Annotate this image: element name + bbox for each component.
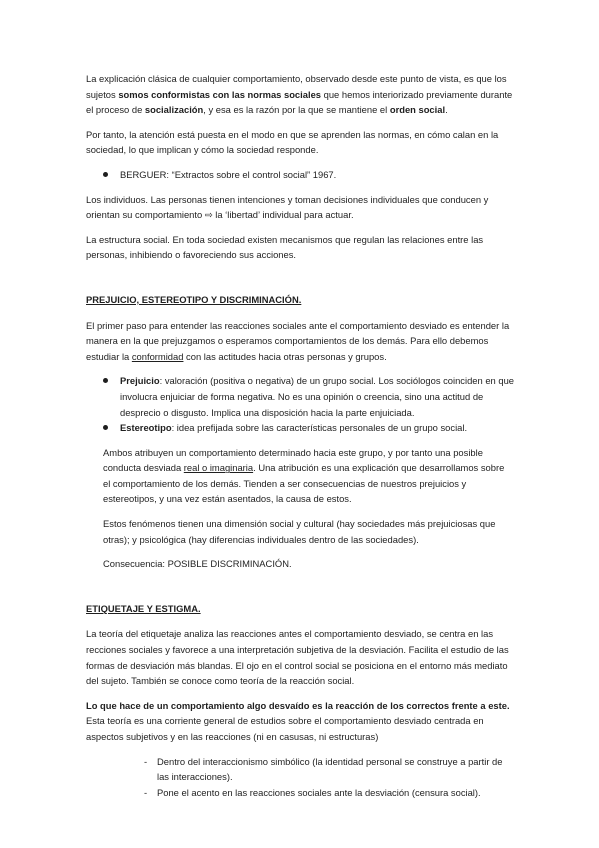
paragraph-reaction: Lo que hace de un comportamiento algo desvaído es la reacción de los correctos frente a este. Esta teoría es una corriente general de estudios sobre el comportamiento desviado centrada en aspectos subjetivos y en las reacciones (ni en casusas, ni estructuras) xyxy=(86,699,510,742)
bullet-list-definitions xyxy=(86,373,514,435)
bold-conformists: somos conformistas con las normas sociales xyxy=(118,88,321,100)
document-page xyxy=(86,71,514,800)
list-item: Prejuicio: valoración (positiva o negativa) de un grupo social. Los sociólogos coinciden en que involucra enjuiciar de forma negativa. No es una opinión o creencia, sino una actitud de desprecio o disgusto. Implica una disposición hacia la parte enjuiciada. xyxy=(103,373,514,420)
list-item: BERGUER: “Extractos sobre el control social” 1967. xyxy=(103,167,514,183)
section-heading-labeling: ETIQUETAJE Y ESTIGMA. xyxy=(86,602,201,614)
bold-reaction: Lo que hace de un comportamiento algo desvaído es la reacción de los correctos frente a este. xyxy=(86,699,510,711)
paragraph-consequence: Consecuencia: POSIBLE DISCRIMINACIÓN. xyxy=(103,558,292,570)
dash-list xyxy=(86,754,514,801)
dash-icon: - xyxy=(144,755,148,767)
paragraph-attention: Por tanto, la atención está puesta en el modo en que se aprenden las normas, en cómo calan en la sociedad, lo que implican y cómo la sociedad responde. xyxy=(86,128,499,156)
list-item: Estereotipo: idea prefijada sobre las características personales de un grupo social. xyxy=(103,420,514,436)
bullet-list-berguer xyxy=(86,167,514,183)
dash-icon: - xyxy=(144,786,148,798)
section-heading-prejudice: PREJUICIO, ESTEREOTIPO Y DISCRIMINACIÓN. xyxy=(86,293,302,305)
paragraph-individuals: Los individuos. Las personas tienen intenciones y toman decisiones individuales que conducen y orientan su comportamiento ⇨ la ‘libertad’ individual para actuar. xyxy=(86,193,489,221)
bullet-icon xyxy=(103,425,108,430)
bold-social-order: orden social xyxy=(389,104,446,116)
bullet-icon xyxy=(103,378,108,383)
paragraph-both: Ambos atribuyen un comportamiento determinado hacia este grupo, y por tanto una posible conducta desviada real o imaginaria. Una atribución es una explicación que desarrollamos sobre el comportamiento de los demás. Tienden a ser consecuencias de nuestros prejuicios y estereotipos, y una vez están asentados, la causa de estos. xyxy=(103,446,505,505)
paragraph-first-step: El primer paso para entender las reacciones sociales ante el comportamiento desviado es entender la manera en la que prejuzgamos o esperamos comportamientos de los demás. Para ello debemos estudiar la conformidad con las actitudes hacia otras personas y grupos. xyxy=(86,319,510,362)
paragraph-dimension: Estos fenómenos tienen una dimensión social y cultural (hay sociedades más prejuiciosas que otras); y psicológica (hay diferencias individuales dentro de las sociedades). xyxy=(103,518,496,545)
bold-socialization: socialización xyxy=(144,104,204,116)
paragraph-social-structure: La estructura social. En toda sociedad existen mecanismos que regulan las relaciones entre las personas, inhibiendo o favoreciendo sus acciones. xyxy=(86,233,484,261)
underline-real-imaginary: real o imaginaria xyxy=(183,462,254,474)
paragraph-conformism: La explicación clásica de cualquier comportamiento, observado desde este punto de vista, es que los sujetos somos conformistas con las normas sociales que hemos interiorizado previamente durante el proceso de socialización, y esa es la razón por la que se mantiene el orden social. xyxy=(86,73,513,116)
list-item: - Dentro del interaccionismo simbólico (la identidad personal se construye a partir de las interacciones). xyxy=(144,755,503,783)
underline-conformity: conformidad xyxy=(131,350,184,362)
paragraph-labeling-theory: La teoría del etiquetaje analiza las reacciones antes el comportamiento desviado, se centra en las recciones sociales y favorece a una interpretación subjetiva de la desviación. Facilita el estudio de las formas de desviación más blandas. El ojo en el control social se posiciona en el entorno más mediato del sujeto. También se conoce como teoría de la reacción social. xyxy=(86,628,509,687)
list-item: - Pone el acento en las reacciones sociales ante la desviación (censura social). xyxy=(86,785,514,801)
bullet-icon xyxy=(103,172,108,177)
